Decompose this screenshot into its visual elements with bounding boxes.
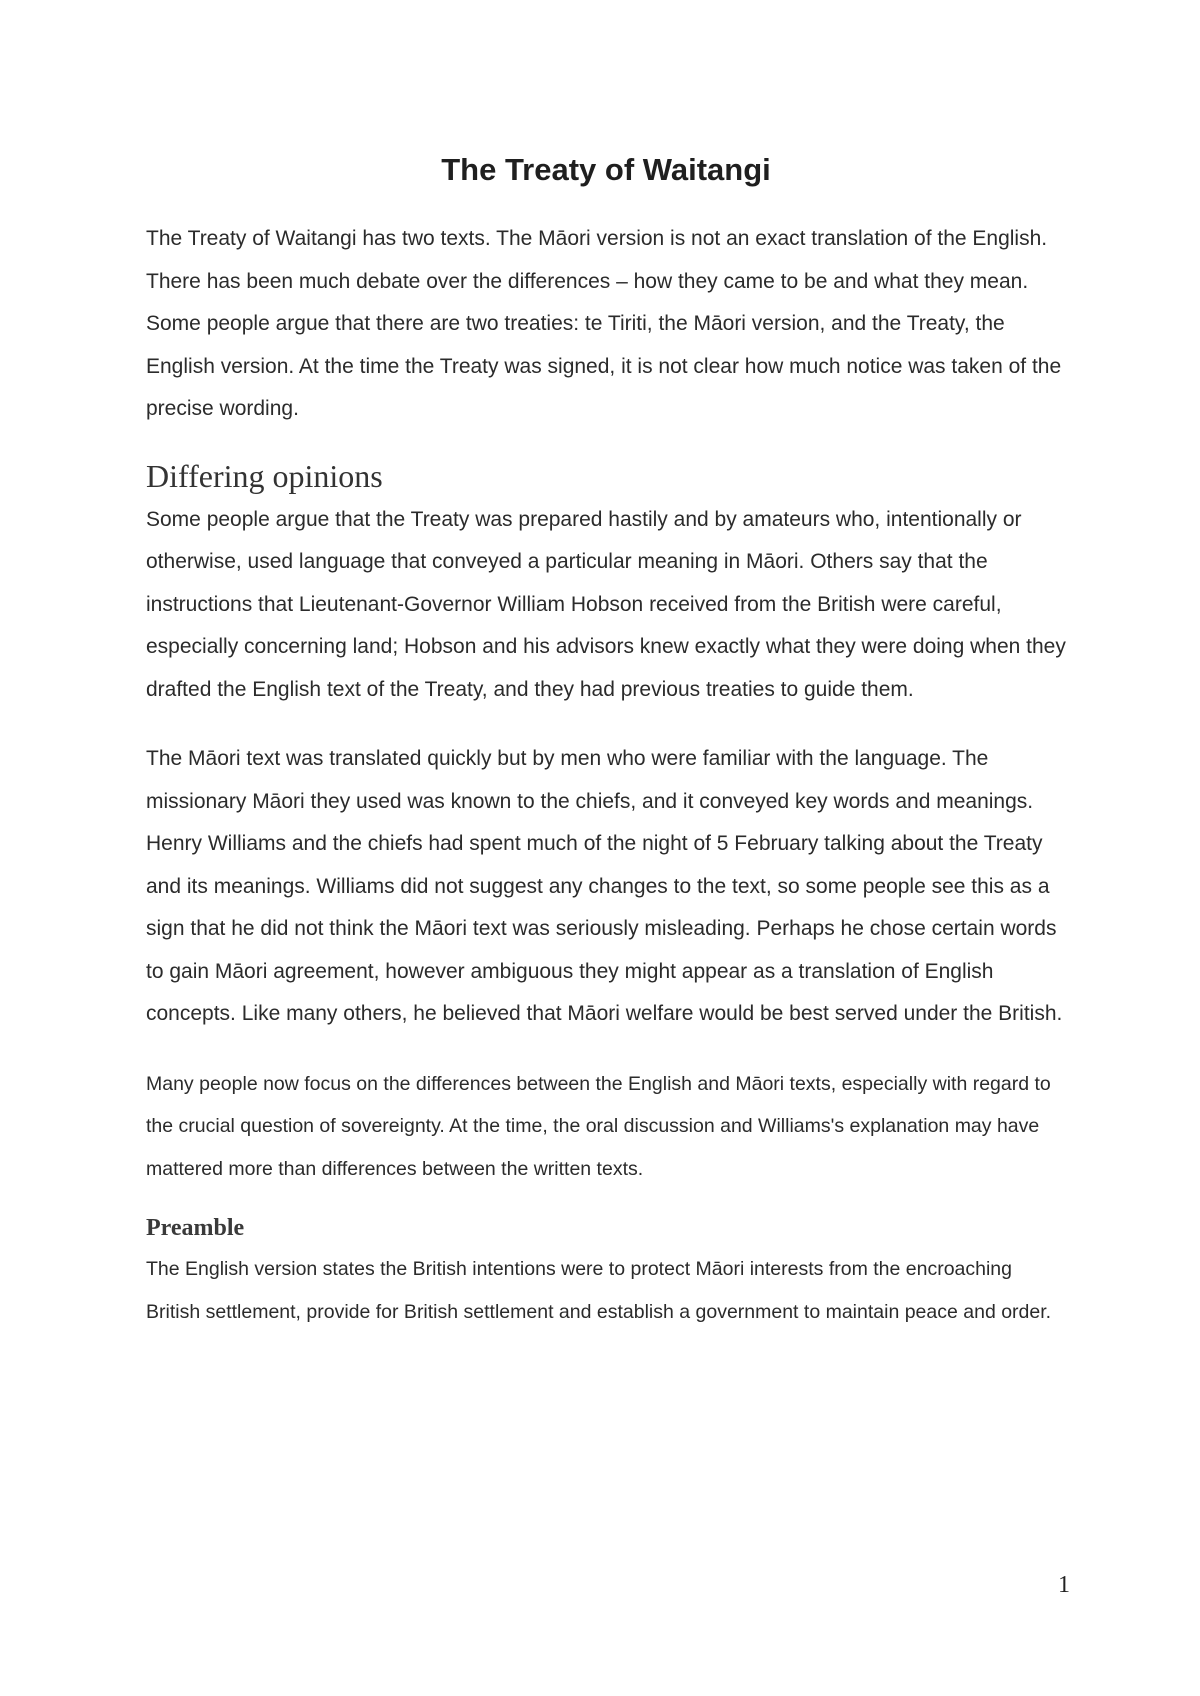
section-heading-preamble: Preamble <box>146 1215 245 1241</box>
body-paragraph: Some people argue that the Treaty was prepared hastily and by amateurs who, intentionally or otherwise, used language that conveyed a particular meaning in Māori. Others say that the instructions that Lieutenant-Governor William Hobson received from the British were careful, especially concerning land; Hobson and his advisors knew exactly what they were doing when they drafted the English text of the Treaty, and they had previous treaties to guide them. <box>146 507 1066 701</box>
body-paragraph: The Māori text was translated quickly but by men who were familiar with the language. The missionary Māori they used was known to the chiefs, and it conveyed key words and meanings. Henry Williams and the chiefs had spent much of the night of 5 February talking about the Treaty and its meanings. Williams did not suggest any changes to the text, so some people see this as a sign that he did not think the Māori text was seriously misleading. Perhaps he chose certain words to gain Māori agreement, however ambiguous they might appear as a translation of English concepts. Like many others, he believed that Māori welfare would be best served under the British. <box>146 747 1063 1025</box>
section-heading-differing-opinions: Differing opinions <box>146 457 383 494</box>
page-content <box>146 146 1066 1333</box>
document-title: The Treaty of Waitangi <box>441 152 771 187</box>
intro-paragraph: The Treaty of Waitangi has two texts. The Māori version is not an exact translation of the English. There has been much debate over the differences – how they came to be and what they mean. Some people argue that there are two treaties: te Tiriti, the Māori version, and the Treaty, the English version. At the time the Treaty was signed, it is not clear how much notice was taken of the precise wording. <box>146 227 1062 420</box>
body-paragraph: Many people now focus on the differences between the English and Māori texts, especially with regard to the crucial question of sovereignty. At the time, the oral discussion and Williams's explanation may have mattered more than differences between the written texts. <box>146 1072 1051 1180</box>
body-paragraph: The English version states the British intentions were to protect Māori interests from the encroaching British settlement, provide for British settlement and establish a government to maintain peace and order. <box>146 1258 1052 1323</box>
page-number: 1 <box>1058 1572 1070 1598</box>
